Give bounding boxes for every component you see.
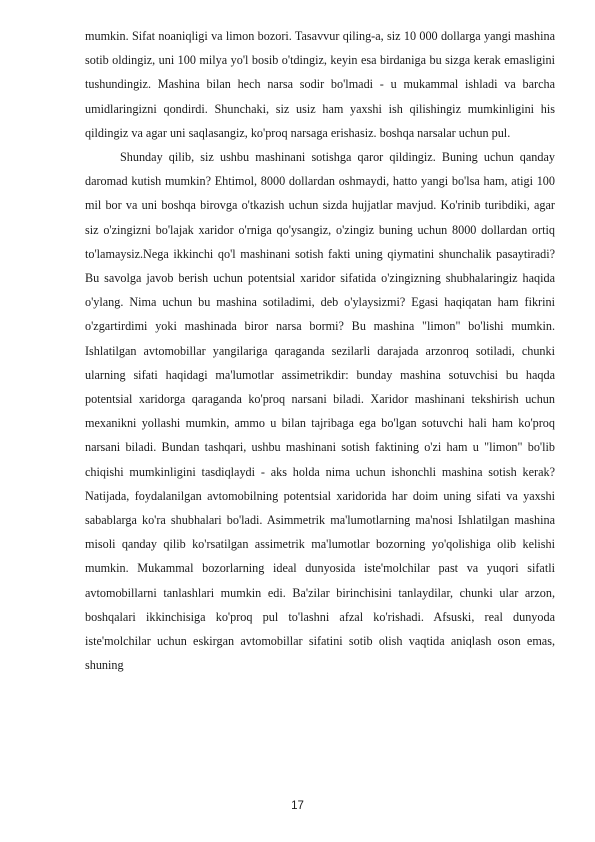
page-number: 17 — [291, 800, 304, 812]
body-text — [85, 24, 555, 677]
paragraph-2: Shunday qilib, siz ushbu mashinani sotishga qaror qildingiz. Buning uchun qanday daromad kutish mumkin? Ehtimol, 8000 dollardan oshmaydi, hatto yangi bo'lsa ham, atigi 100 mil bor va uni boshqa birovga o'tkazish uchun sizda hujjatlar mavjud. Ko'rinib turibdiki, agar siz o'zingizni bo'lajak xaridor o'rniga qo'ysangiz, o'zingiz buning uchun 8000 dollardan ortiq to'lamaysiz.Nega ikkinchi qo'l mashinani sotish fakti uning qiymatini shunchalik pasaytiradi? Bu savolga javob berish uchun potentsial xaridor sifatida o'zingizning shubhalaringiz haqida o'ylang. Nima uchun bu mashina sotiladimi, deb o'ylaysizmi? Egasi haqiqatan ham fikrini o'zgartirdimi yoki mashinada biror narsa bormi? Bu mashina "limon" bo'lishi mumkin. Ishlatilgan avtomobillar yangilariga qaraganda sezilarli darajada arzonroq sotiladi, chunki ularning sifati haqidagi ma'lumotlar assimetrikdir: bunday mashina sotuvchisi bu haqda potentsial xaridorga qaraganda ko'proq narsani biladi. Xaridor mashinani tekshirish uchun mexanikni yollashi mumkin, ammo u bilan tajribaga ega bo'lgan sotuvchi hali ham ko'proq narsani biladi. Bundan tashqari, ushbu mashinani sotish faktining o'zi ham u "limon" bo'lib chiqishi mumkinligini tasdiqlaydi - aks holda nima uchun ishonchli mashina sotish kerak? Natijada, foydalanilgan avtomobilning potentsial xaridorida har doim uning sifati va yaxshi sabablarga ko'ra shubhalari bo'ladi. Asimmetrik ma'lumotlarning ma'nosi Ishlatilgan mashina misoli qanday qilib ko'rsatilgan assimetrik ma'lumotlar bozorning yo'qolishiga olib kelishi mumkin. Mukammal bozorlarning ideal dunyosida iste'molchilar past va yuqori sifatli avtomobillarni tanlashlari mumkin edi. Ba'zilar birinchisini tanlaydilar, chunki ular arzon, boshqalari ikkinchisiga ko'proq pul to'lashni afzal ko'rishadi. Afsuski, real dunyoda iste'molchilar uchun eskirgan avtomobillar sifatini sotib olish vaqtida aniqlash oson emas, shuning — [85, 150, 555, 673]
paragraph-1: mumkin. Sifat noaniqligi va limon bozori. Tasavvur qiling-a, siz 10 000 dollarga yangi mashina sotib oldingiz, uni 100 milya yo'l bosib o'tdingiz, keyin esa birdaniga bu sizga kerak emasligini tushundingiz. Mashina bilan hech narsa sodir bo'lmadi - u mukammal ishladi va barcha umidlaringizni qondirdi. Shunchaki, siz usiz ham yaxshi ish qilishingiz mumkinligini his qildingiz va agar uni saqlasangiz, ko'proq narsaga erishasiz. boshqa narsalar uchun pul. — [85, 29, 555, 140]
